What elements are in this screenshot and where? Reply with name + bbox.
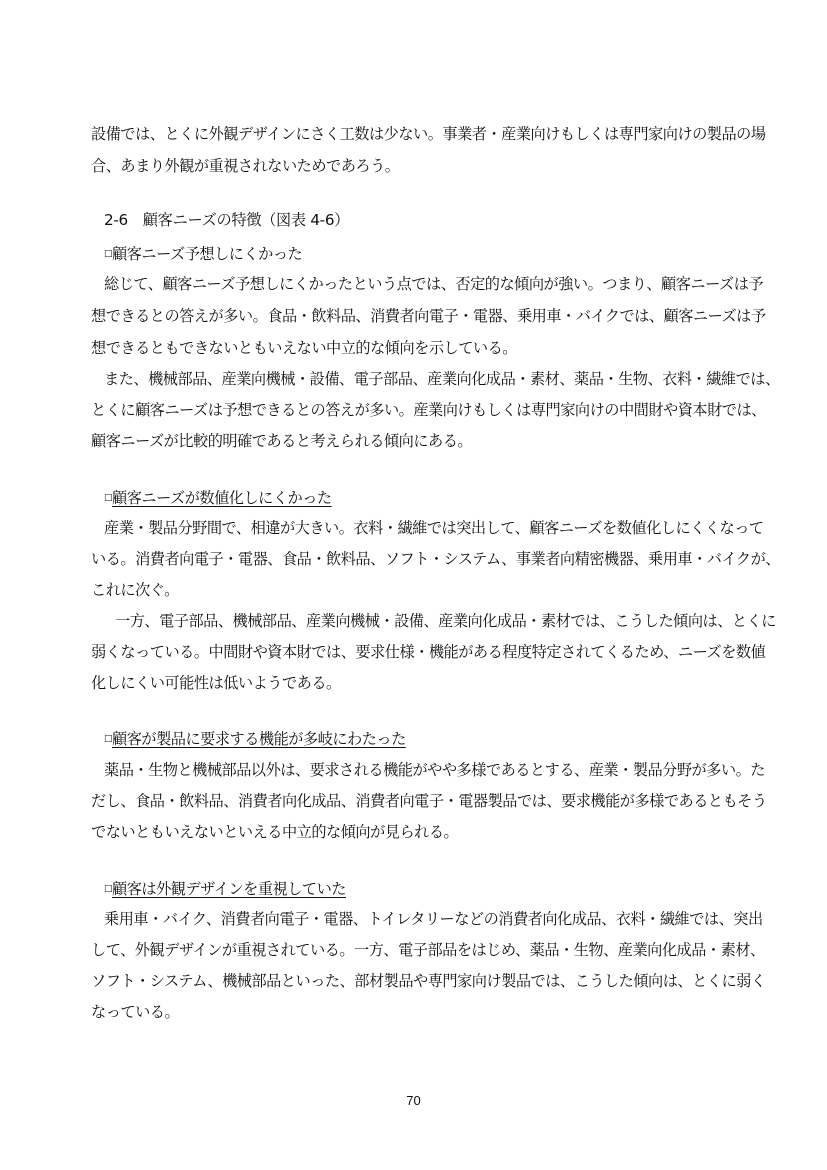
- paragraph-line: 顧客ニーズが比較的明確であると考えられる傾向にある。: [91, 432, 473, 450]
- intro-line: 合、あまり外観が重視されないためであろう。: [91, 157, 400, 175]
- subheading-exterior-design: □顧客は外観デザインを重視していた: [104, 880, 346, 898]
- paragraph-line: いる。消費者向電子・電器、食品・飲料品、ソフト・システム、事業者向精密機器、乗用車・バイクが、: [91, 550, 780, 568]
- paragraph-line: でないともいえないといえる中立的な傾向が見られる。: [91, 823, 459, 841]
- intro-line: 設備では、とくに外観デザインにさく工数は少ない。事業者・産業向けもしくは専門家向けの製品の場: [91, 125, 766, 143]
- paragraph-line: 乗用車・バイク、消費者向電子・電器、トイレタリーなどの消費者向化成品、衣料・繊維では、突出: [104, 910, 763, 928]
- subheading-required-functions: □顧客が製品に要求する機能が多岐にわたった: [104, 730, 406, 748]
- paragraph-line: なっている。: [91, 1003, 180, 1021]
- subheading-customer-needs-quantify: □顧客ニーズが数値化しにくかった: [104, 489, 332, 507]
- paragraph-line: とくに顧客ニーズは予想できるとの答えが多い。産業向けもしくは専門家向けの中間財や資本財では、: [91, 401, 766, 419]
- section-heading: 2-6 顧客ニーズの特徴（図表 4-6）: [104, 211, 350, 229]
- subheading-marker: □: [104, 493, 113, 503]
- paragraph-line: だし、食品・飲料品、消費者向化成品、消費者向電子・電器製品では、要求機能が多様であるともそう: [91, 792, 767, 810]
- page-number: 70: [406, 1093, 421, 1108]
- paragraph-line: 想できるともできないともいえない中立的な傾向を示している。: [91, 339, 517, 357]
- paragraph-line: ソフト・システム、機械部品といった、部材製品や専門家向け製品では、こうした傾向は、とくに弱く: [91, 972, 766, 990]
- subheading-marker: □: [104, 884, 113, 894]
- paragraph-line: 弱くなっている。中間財や資本財では、要求仕様・機能がある程度特定されてくるため、ニーズを数値: [91, 643, 766, 661]
- paragraph-line: 薬品・生物と機械部品以外は、要求される機能がやや多様であるとする、産業・製品分野が多い。た: [104, 761, 765, 779]
- subheading-marker: □: [104, 249, 113, 259]
- paragraph-line: して、外観デザインが重視されている。一方、電子部品をはじめ、薬品・生物、産業向化成品・素材、: [91, 941, 765, 959]
- subheading-marker: □: [104, 734, 113, 744]
- paragraph-line: 総じて、顧客ニーズ予想しにくかったという点では、否定的な傾向が強い。つまり、顧客ニーズは予: [104, 275, 764, 293]
- paragraph-line: また、機械部品、産業向機械・設備、電子部品、産業向化成品・素材、薬品・生物、衣料・繊維では、: [104, 370, 780, 388]
- paragraph-line: 想できるとの答えが多い。食品・飲料品、消費者向電子・電器、乗用車・バイクでは、顧客ニーズは予: [91, 307, 766, 325]
- subheading-customer-needs-predict: □顧客ニーズ予想しにくかった: [104, 245, 303, 263]
- paragraph-line: 化しにくい可能性は低いようである。: [91, 674, 341, 692]
- paragraph-line: これに次ぐ。: [91, 581, 179, 599]
- paragraph-line: 一方、電子部品、機械部品、産業向機械・設備、産業向化成品・素材では、こうした傾向は、とくに: [115, 612, 776, 630]
- paragraph-line: 産業・製品分野間で、相違が大きい。衣料・繊維では突出して、顧客ニーズを数値化しにくくなって: [104, 519, 764, 537]
